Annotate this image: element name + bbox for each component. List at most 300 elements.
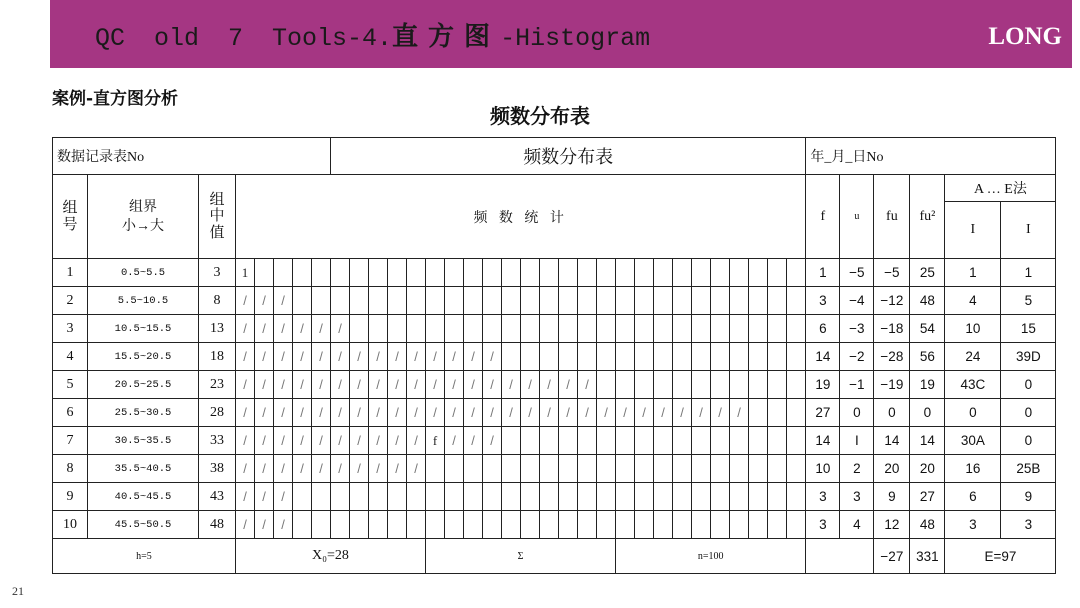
ae-right-cell: 15 xyxy=(1001,315,1056,343)
fu-cell: −28 xyxy=(874,343,910,371)
tally-cell xyxy=(464,259,483,287)
tally-mark-cell: / xyxy=(369,343,388,371)
tally-cell xyxy=(540,343,559,371)
tally-mark-cell: / xyxy=(274,399,293,427)
tally-cell xyxy=(692,511,711,539)
tally-mark-cell: / xyxy=(312,371,331,399)
midpoint-cell: 3 xyxy=(199,259,236,287)
tally-mark-cell: / xyxy=(331,427,350,455)
tally-cell xyxy=(521,511,540,539)
tally-cell xyxy=(293,483,312,511)
fu-cell: 0 xyxy=(874,399,910,427)
fu-squared-cell: 27 xyxy=(910,483,945,511)
tally-cell xyxy=(616,455,635,483)
tally-cell xyxy=(673,315,692,343)
tally-cell xyxy=(578,259,597,287)
tally-mark-cell: / xyxy=(540,399,559,427)
header-ae-left: I xyxy=(945,202,1001,259)
group-range-cell: 20.5~25.5 xyxy=(88,371,199,399)
tally-cell xyxy=(673,371,692,399)
tally-mark-cell: / xyxy=(388,455,407,483)
tally-mark-cell: / xyxy=(521,371,540,399)
tally-cell xyxy=(426,315,445,343)
tally-cell xyxy=(350,287,369,315)
tally-mark-cell: / xyxy=(369,427,388,455)
title-chinese: 直方图 xyxy=(392,22,501,52)
logo-text: LONG xyxy=(988,23,1062,50)
tally-mark-cell: / xyxy=(388,427,407,455)
tally-mark-cell: / xyxy=(255,399,274,427)
tally-cell xyxy=(540,483,559,511)
tally-cell xyxy=(787,399,806,427)
u-cell: −1 xyxy=(840,371,874,399)
tally-cell xyxy=(749,511,768,539)
tally-cell xyxy=(654,259,673,287)
tally-cell xyxy=(730,455,749,483)
tally-cell xyxy=(464,315,483,343)
tally-cell xyxy=(578,483,597,511)
tally-mark-cell: / xyxy=(274,483,293,511)
tally-cell xyxy=(787,287,806,315)
tally-cell xyxy=(426,287,445,315)
header-midpoint-text: 组中值 xyxy=(209,192,225,241)
tally-cell xyxy=(350,511,369,539)
tally-mark-cell: / xyxy=(293,315,312,343)
tally-cell xyxy=(654,483,673,511)
u-cell: −2 xyxy=(840,343,874,371)
tally-mark-cell: / xyxy=(274,287,293,315)
group-number-cell: 4 xyxy=(53,343,88,371)
tally-cell xyxy=(730,511,749,539)
tally-cell xyxy=(711,455,730,483)
group-range-cell: 25.5~30.5 xyxy=(88,399,199,427)
group-range-cell: 0.5~5.5 xyxy=(88,259,199,287)
header-group-number-text: 组号 xyxy=(62,200,78,233)
u-cell: 3 xyxy=(840,483,874,511)
tally-mark-cell: / xyxy=(426,399,445,427)
tally-cell xyxy=(502,511,521,539)
tally-cell xyxy=(312,511,331,539)
tally-cell xyxy=(768,399,787,427)
tally-cell xyxy=(730,427,749,455)
tally-cell xyxy=(787,455,806,483)
tally-cell xyxy=(654,427,673,455)
tally-cell xyxy=(635,343,654,371)
table-row xyxy=(53,315,1056,343)
fu-sum-cell: −27 xyxy=(874,539,910,574)
group-number-cell: 2 xyxy=(53,287,88,315)
tally-mark-cell: / xyxy=(350,427,369,455)
tally-cell xyxy=(483,287,502,315)
tally-mark-cell: / xyxy=(331,315,350,343)
tally-cell xyxy=(787,315,806,343)
tally-mark-cell: / xyxy=(350,371,369,399)
tally-cell xyxy=(635,455,654,483)
tally-cell xyxy=(388,259,407,287)
tally-mark-cell: / xyxy=(274,455,293,483)
fu-squared-cell: 25 xyxy=(910,259,945,287)
tally-mark-cell: / xyxy=(293,399,312,427)
tally-mark-cell: / xyxy=(692,399,711,427)
fu-squared-cell: 48 xyxy=(910,511,945,539)
tally-cell xyxy=(559,483,578,511)
frequency-cell: 3 xyxy=(806,483,840,511)
tally-cell xyxy=(654,371,673,399)
tally-cell xyxy=(597,371,616,399)
ae-left-cell: 0 xyxy=(945,399,1001,427)
table-top-row xyxy=(53,138,1056,175)
tally-cell xyxy=(312,483,331,511)
tally-mark-cell: / xyxy=(559,371,578,399)
tally-cell xyxy=(730,315,749,343)
fu-squared-cell: 14 xyxy=(910,427,945,455)
tally-cell xyxy=(749,427,768,455)
tally-cell xyxy=(540,427,559,455)
tally-cell xyxy=(692,315,711,343)
tally-cell xyxy=(445,511,464,539)
group-range-cell: 15.5~20.5 xyxy=(88,343,199,371)
group-number-cell: 5 xyxy=(53,371,88,399)
tally-cell xyxy=(673,455,692,483)
ae-left-cell: 16 xyxy=(945,455,1001,483)
ae-left-cell: 1 xyxy=(945,259,1001,287)
tally-cell xyxy=(407,315,426,343)
tally-mark-cell: / xyxy=(445,371,464,399)
tally-cell xyxy=(673,343,692,371)
tally-mark-cell: / xyxy=(331,399,350,427)
tally-cell xyxy=(768,455,787,483)
group-range-cell: 40.5~45.5 xyxy=(88,483,199,511)
tally-cell xyxy=(369,287,388,315)
tally-cell xyxy=(464,511,483,539)
tally-mark-cell: / xyxy=(255,483,274,511)
tally-cell xyxy=(768,287,787,315)
tally-cell xyxy=(616,371,635,399)
tally-mark-cell: / xyxy=(445,399,464,427)
tally-mark-cell: / xyxy=(426,371,445,399)
tally-mark-cell: / xyxy=(578,371,597,399)
midpoint-cell: 38 xyxy=(199,455,236,483)
fu-cell: −5 xyxy=(874,259,910,287)
title-bar xyxy=(50,0,1072,68)
fu-squared-cell: 48 xyxy=(910,287,945,315)
tally-mark-cell: / xyxy=(635,399,654,427)
tally-cell xyxy=(369,511,388,539)
fu-squared-cell: 54 xyxy=(910,315,945,343)
tally-cell xyxy=(483,483,502,511)
tally-mark-cell: / xyxy=(350,399,369,427)
tally-cell xyxy=(369,315,388,343)
tally-mark-cell: / xyxy=(312,343,331,371)
tally-cell xyxy=(502,343,521,371)
tally-cell xyxy=(768,315,787,343)
tally-cell xyxy=(730,483,749,511)
tally-cell xyxy=(559,315,578,343)
tally-mark-cell: / xyxy=(483,399,502,427)
tally-mark-cell: / xyxy=(616,399,635,427)
tally-cell xyxy=(312,259,331,287)
tally-cell xyxy=(426,511,445,539)
header-group-range-order: 小→大 xyxy=(122,218,164,234)
tally-cell xyxy=(616,287,635,315)
tally-cell xyxy=(540,287,559,315)
tally-cell xyxy=(521,315,540,343)
tally-mark-cell: / xyxy=(312,399,331,427)
u-cell: 0 xyxy=(840,399,874,427)
midpoint-cell: 13 xyxy=(199,315,236,343)
tally-mark-cell: / xyxy=(255,315,274,343)
tally-cell xyxy=(483,259,502,287)
tally-mark-cell: / xyxy=(236,287,255,315)
midpoint-cell: 18 xyxy=(199,343,236,371)
table-title: 频数分布表 xyxy=(490,104,590,128)
fu-cell: 20 xyxy=(874,455,910,483)
tally-cell xyxy=(673,259,692,287)
tally-mark-cell: / xyxy=(407,455,426,483)
title-prefix: QC old 7 Tools-4. xyxy=(95,24,393,53)
tally-mark-cell: / xyxy=(521,399,540,427)
midpoint-cell: 48 xyxy=(199,511,236,539)
tally-mark-cell: / xyxy=(407,399,426,427)
tally-cell xyxy=(768,343,787,371)
tally-mark-cell: / xyxy=(730,399,749,427)
tally-mark-cell: / xyxy=(407,371,426,399)
tally-cell xyxy=(749,399,768,427)
tally-mark-cell: / xyxy=(407,343,426,371)
midpoint-cell: 43 xyxy=(199,483,236,511)
tally-cell xyxy=(502,259,521,287)
group-range-cell: 10.5~15.5 xyxy=(88,315,199,343)
tally-cell xyxy=(274,259,293,287)
fu-squared-cell: 0 xyxy=(910,399,945,427)
tally-cell xyxy=(673,511,692,539)
tally-cell xyxy=(540,315,559,343)
header-u: u xyxy=(840,175,874,259)
table-row xyxy=(53,371,1056,399)
tally-cell xyxy=(635,259,654,287)
tally-cell xyxy=(578,315,597,343)
tally-mark-cell: / xyxy=(502,371,521,399)
tally-cell xyxy=(787,371,806,399)
e-total-cell: E=97 xyxy=(945,539,1056,574)
tally-cell xyxy=(578,511,597,539)
tally-cell xyxy=(388,315,407,343)
tally-mark-cell: / xyxy=(711,399,730,427)
tally-cell xyxy=(635,511,654,539)
tally-cell xyxy=(692,371,711,399)
tally-cell xyxy=(654,315,673,343)
tally-cell xyxy=(521,427,540,455)
tally-mark-cell: / xyxy=(255,343,274,371)
tally-mark-cell: / xyxy=(464,427,483,455)
tally-cell xyxy=(749,455,768,483)
header-fu: fu xyxy=(874,175,910,259)
tally-cell xyxy=(616,511,635,539)
frequency-cell: 27 xyxy=(806,399,840,427)
tally-cell xyxy=(654,343,673,371)
table-row xyxy=(53,455,1056,483)
tally-mark-cell: / xyxy=(293,427,312,455)
tally-cell xyxy=(787,427,806,455)
u-cell: −5 xyxy=(840,259,874,287)
ae-right-cell: 0 xyxy=(1001,399,1056,427)
tally-mark-cell: / xyxy=(236,455,255,483)
tally-cell xyxy=(749,483,768,511)
tally-mark-cell: / xyxy=(255,287,274,315)
footer-empty-cell xyxy=(806,539,874,574)
fu-cell: 12 xyxy=(874,511,910,539)
tally-mark-cell: / xyxy=(559,399,578,427)
tally-mark-cell: / xyxy=(255,511,274,539)
u-cell: −4 xyxy=(840,287,874,315)
fu-cell: −12 xyxy=(874,287,910,315)
u-cell: I xyxy=(840,427,874,455)
tally-cell xyxy=(673,483,692,511)
tally-cell xyxy=(521,343,540,371)
tally-cell xyxy=(540,511,559,539)
tally-cell xyxy=(464,455,483,483)
fu-cell: −18 xyxy=(874,315,910,343)
tally-cell xyxy=(749,259,768,287)
tally-cell xyxy=(502,427,521,455)
fu-squared-cell: 20 xyxy=(910,455,945,483)
tally-mark-cell: / xyxy=(464,371,483,399)
tally-cell xyxy=(559,287,578,315)
ae-left-cell: 3 xyxy=(945,511,1001,539)
group-number-cell: 6 xyxy=(53,399,88,427)
section-subtitle: 案例-直方图分析 xyxy=(52,89,179,109)
tally-mark-cell: / xyxy=(483,343,502,371)
tally-cell xyxy=(787,511,806,539)
group-number-cell: 1 xyxy=(53,259,88,287)
tally-cell xyxy=(749,371,768,399)
tally-cell xyxy=(331,511,350,539)
tally-cell xyxy=(350,483,369,511)
tally-mark-cell: / xyxy=(274,343,293,371)
tally-cell xyxy=(597,343,616,371)
tally-cell xyxy=(635,483,654,511)
ae-right-cell: 25B xyxy=(1001,455,1056,483)
tally-cell xyxy=(350,259,369,287)
tally-cell xyxy=(692,483,711,511)
tally-mark-cell: / xyxy=(597,399,616,427)
tally-cell xyxy=(483,511,502,539)
header-midpoint xyxy=(199,175,236,259)
header-ae-right: I xyxy=(1001,202,1056,259)
group-number-cell: 10 xyxy=(53,511,88,539)
ae-left-cell: 30A xyxy=(945,427,1001,455)
tally-mark-cell: / xyxy=(331,455,350,483)
sigma-cell: Σ xyxy=(426,539,616,574)
tally-cell xyxy=(787,259,806,287)
tally-cell xyxy=(388,483,407,511)
tally-mark-cell: / xyxy=(502,399,521,427)
table-row xyxy=(53,259,1056,287)
tally-mark-cell: / xyxy=(293,371,312,399)
tally-cell xyxy=(654,455,673,483)
frequency-cell: 19 xyxy=(806,371,840,399)
tally-cell xyxy=(407,483,426,511)
tally-cell xyxy=(407,259,426,287)
table-row xyxy=(53,287,1056,315)
tally-mark-cell: / xyxy=(445,427,464,455)
tally-cell xyxy=(407,287,426,315)
midpoint-cell: 33 xyxy=(199,427,236,455)
tally-cell xyxy=(293,511,312,539)
tally-cell xyxy=(445,287,464,315)
tally-cell xyxy=(768,259,787,287)
class-width-cell: h=5 xyxy=(53,539,236,574)
table-footer-row xyxy=(53,539,1056,574)
tally-mark-cell: / xyxy=(369,399,388,427)
tally-cell xyxy=(312,287,331,315)
table-row xyxy=(53,399,1056,427)
tally-cell xyxy=(350,315,369,343)
tally-cell xyxy=(616,483,635,511)
tally-mark-cell: / xyxy=(540,371,559,399)
tally-cell xyxy=(521,287,540,315)
header-ae-method: A … E法 xyxy=(945,175,1056,202)
tally-cell xyxy=(407,511,426,539)
tally-mark-cell: / xyxy=(236,371,255,399)
tally-cell xyxy=(445,259,464,287)
tally-cell xyxy=(255,259,274,287)
tally-cell xyxy=(293,259,312,287)
table-header-row xyxy=(53,175,1056,202)
group-range-cell: 35.5~40.5 xyxy=(88,455,199,483)
tally-cell xyxy=(426,483,445,511)
tally-cell xyxy=(597,315,616,343)
tally-cell xyxy=(502,483,521,511)
tally-cell xyxy=(559,343,578,371)
tally-mark-cell: / xyxy=(350,455,369,483)
tally-cell xyxy=(673,287,692,315)
frequency-cell: 1 xyxy=(806,259,840,287)
tally-cell xyxy=(369,259,388,287)
tally-cell xyxy=(445,315,464,343)
tally-mark-cell: / xyxy=(369,455,388,483)
table-row xyxy=(53,511,1056,539)
tally-cell xyxy=(616,427,635,455)
page-number: 21 xyxy=(12,584,24,598)
tally-mark-cell: / xyxy=(388,343,407,371)
ae-left-cell: 4 xyxy=(945,287,1001,315)
ae-right-cell: 5 xyxy=(1001,287,1056,315)
tally-mark-cell: / xyxy=(331,371,350,399)
tally-mark-cell: / xyxy=(293,343,312,371)
u-cell: 2 xyxy=(840,455,874,483)
tally-cell xyxy=(768,483,787,511)
tally-cell xyxy=(711,315,730,343)
tally-cell xyxy=(597,483,616,511)
tally-cell xyxy=(578,427,597,455)
tally-cell xyxy=(711,259,730,287)
tally-mark-cell: / xyxy=(388,371,407,399)
tally-cell xyxy=(768,427,787,455)
table-caption: 频数分布表 xyxy=(331,138,806,175)
header-frequency: f xyxy=(806,175,840,259)
frequency-cell: 6 xyxy=(806,315,840,343)
tally-mark-cell: 1 xyxy=(236,259,255,287)
header-group-range-title: 组界 xyxy=(129,199,157,215)
table-row xyxy=(53,483,1056,511)
midpoint-cell: 8 xyxy=(199,287,236,315)
tally-cell xyxy=(578,343,597,371)
tally-mark-cell: / xyxy=(483,427,502,455)
ae-right-cell: 9 xyxy=(1001,483,1056,511)
tally-mark-cell: / xyxy=(293,455,312,483)
frequency-cell: 10 xyxy=(806,455,840,483)
